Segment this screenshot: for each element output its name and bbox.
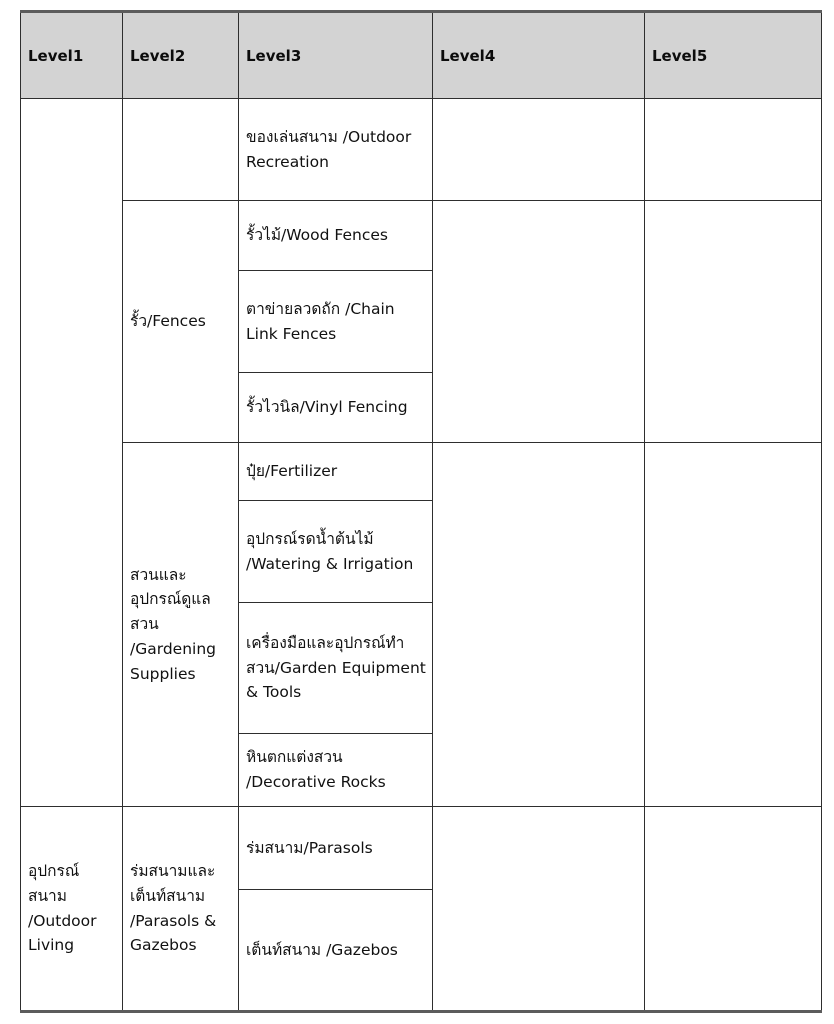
- table-row: [21, 443, 822, 501]
- column-header-level1: Level1: [21, 12, 123, 99]
- column-header-level2: Level2: [123, 12, 239, 99]
- cell-level3-fertilizer: ปุ๋ย/Fertilizer: [239, 443, 433, 501]
- cell-level3-outdoor-recreation: ของเล่นสนาม /Outdoor Recreation: [239, 99, 433, 201]
- cell-level3-watering-irrigation: อุปกรณ์รดน้ำต้นไม้ /Watering & Irrigation: [239, 501, 433, 603]
- cell-level3-parasols: ร่มสนาม/Parasols: [239, 807, 433, 890]
- cell-level4-empty: [433, 443, 645, 807]
- table-row: [21, 99, 822, 201]
- cell-level1-outdoor-living: อุปกรณ์สนาม /Outdoor Living: [21, 807, 123, 1012]
- column-header-level5: Level5: [645, 12, 822, 99]
- cell-level2-parasols-gazebos: ร่มสนามและเต็นท์สนาม /Parasols & Gazebos: [123, 807, 239, 1012]
- cell-level3-decorative-rocks: หินตกแต่งสวน /Decorative Rocks: [239, 734, 433, 807]
- column-header-level3: Level3: [239, 12, 433, 99]
- cell-level4-empty: [433, 807, 645, 1012]
- table-row: [21, 807, 822, 890]
- cell-level2-gardening-supplies: สวนและอุปกรณ์ดูแลสวน /Gardening Supplies: [123, 443, 239, 807]
- cell-level3-garden-equipment-tools: เครื่องมือและอุปกรณ์ทำสวน/Garden Equipment & Tools: [239, 603, 433, 734]
- cell-level5-empty: [645, 807, 822, 1012]
- cell-level3-vinyl-fencing: รั้วไวนิล/Vinyl Fencing: [239, 373, 433, 443]
- cell-level4-empty: [433, 99, 645, 201]
- cell-level3-chain-link-fences: ตาข่ายลวดถัก /Chain Link Fences: [239, 271, 433, 373]
- cell-level5-empty: [645, 201, 822, 443]
- cell-level5-empty: [645, 99, 822, 201]
- cell-level1-empty: [21, 99, 123, 807]
- category-table: [20, 10, 822, 1013]
- cell-level2-empty: [123, 99, 239, 201]
- header-row: [21, 12, 822, 99]
- column-header-level4: Level4: [433, 12, 645, 99]
- cell-level3-gazebos: เต็นท์สนาม /Gazebos: [239, 890, 433, 1012]
- cell-level4-empty: [433, 201, 645, 443]
- table-row: [21, 201, 822, 271]
- cell-level5-empty: [645, 443, 822, 807]
- cell-level2-fences: รั้ว/Fences: [123, 201, 239, 443]
- cell-level3-wood-fences: รั้วไม้/Wood Fences: [239, 201, 433, 271]
